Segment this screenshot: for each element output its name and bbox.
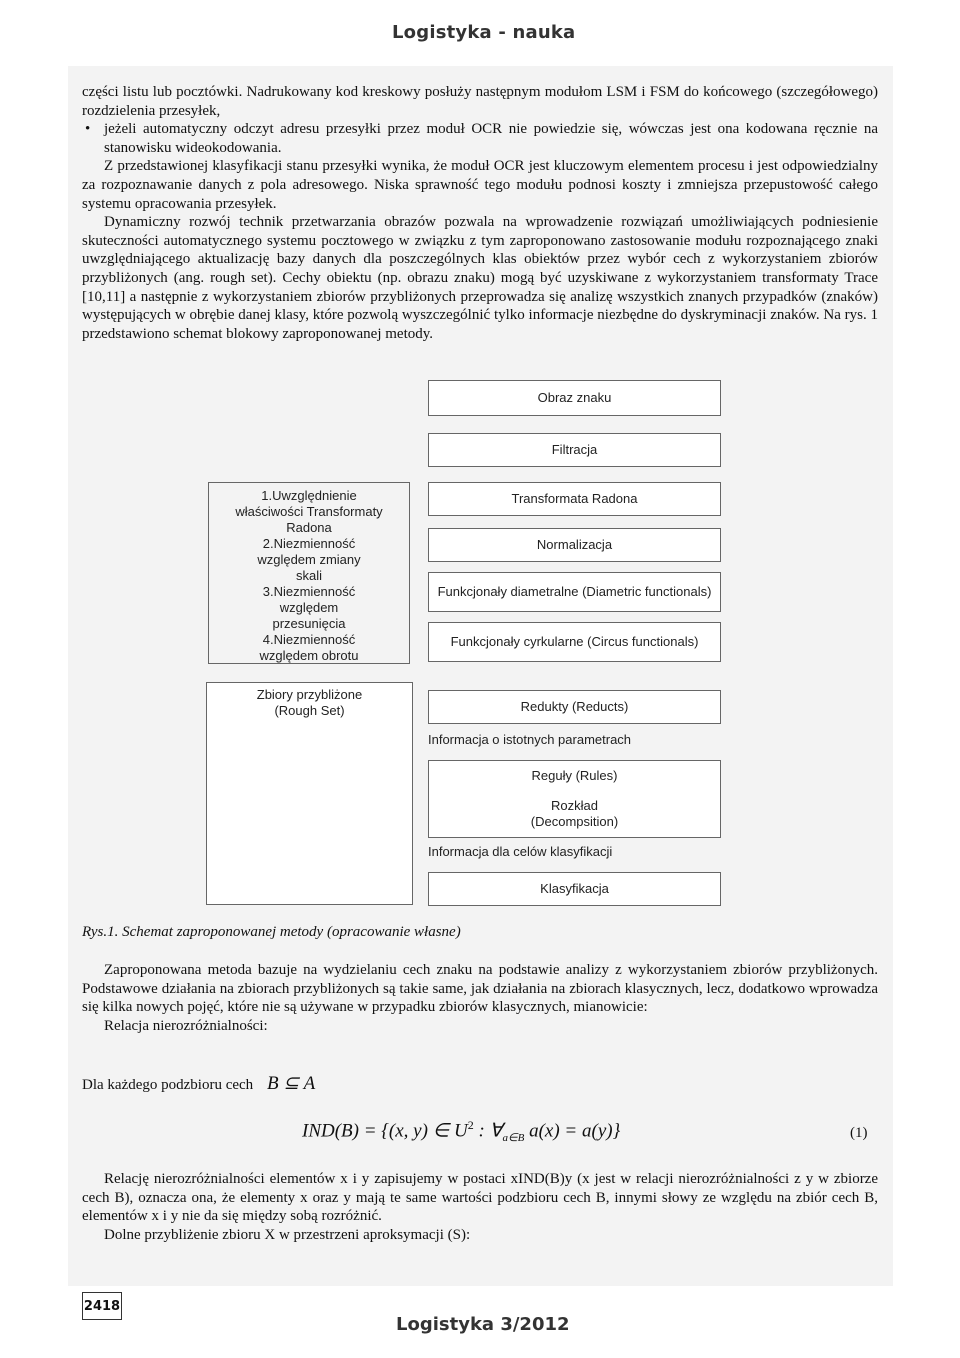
- rules-label: Reguły (Rules): [531, 768, 618, 783]
- rough-set-label: Zbiory przybliżone (Rough Set): [256, 687, 363, 718]
- footer-journal: Logistyka 3/2012: [396, 1314, 570, 1335]
- formula-ind: [302, 1118, 620, 1144]
- paragraph: Z przedstawionej klasyfikacji stanu przesyłki wynika, że moduł OCR jest kluczowym elementem procesu i jest odpowiedzialny za rozpoznawanie danych z pola adresowego. Niska sprawność tego modułu podnosi koszty i zmniejsza przepustowość całego systemu opracowania przesyłek.: [82, 158, 878, 212]
- header-title: Logistyka - nauka: [392, 22, 576, 43]
- formula-rhs: a(x) = a(y)}: [529, 1120, 621, 1142]
- diagram-box-rough-set: [206, 682, 413, 905]
- subset-line: [82, 1075, 878, 1095]
- diagram-box-radon: Transformata Radona: [428, 482, 721, 516]
- paragraph: Relacja nierozróżnialności:: [104, 1017, 268, 1034]
- formula-sup: 2: [467, 1118, 474, 1132]
- decomposition-label: Rozkład (Decompsition): [530, 798, 619, 829]
- paragraph: Dolne przybliżenie zbioru X w przestrzeni aproksymacji (S):: [104, 1226, 471, 1243]
- figure-caption: Rys.1. Schemat zaproponowanej metody (opracowanie własne): [82, 924, 461, 940]
- diagram-label-info-class: Informacja dla celów klasyfikacji: [428, 844, 613, 859]
- property-item: 1.Uwzględnienie właściwości Transformaty Radona: [235, 488, 383, 535]
- paragraph: Dynamiczny rozwój technik przetwarzania obrazów pozwala na wprowadzenie rozwiązań umożliwiających podniesienie skuteczności automatycznego systemu pocztowego w związku z tym zaproponowano zastosowanie modułu rozpoznającego znaki uwzględniającego aktualizację bazy danych dla poszczególnych klas obiektów przez wybór cech z wykorzystaniem zbiorów przybliżonych (ang. rough set). Cechy obiektu (np. obrazu znaku) mogą być uzyskiwane z wykorzystaniem transformaty Trace [10,11] a następnie z wykorzystaniem zbiorów przybliżonych przeprowadza się analizę wszystkich znanych przypadków (znaków) występujących w obrębie danej klasy, które pozwolą wyszczególnić tylko informacje niezbędne do dyskryminacji znaków. Na rys. 1 przedstawiono schemat blokowy zaproponowanej metody.: [82, 214, 878, 342]
- bullet-item: • jeżeli automatyczny odczyt adresu przesyłki przez moduł OCR nie powiedzie się, wówczas jest ona kodowana ręcznie na stanowisku wideokodowania.: [82, 120, 878, 157]
- subset-label: Dla każdego podzbioru cech: [82, 1077, 254, 1093]
- paragraph: Relację nierozróżnialności elementów x i y zapisujemy w postaci xIND(B)y (x jest w relacji nierozróżnialności z y w zbiorze cech B), oznacza ona, że elementy x oraz y mają te same wartości podzbioru cech B, innymi słowy ze względu na zbiór cech B, elementów x i y nie da się między sobą rozróżnić.: [82, 1171, 878, 1225]
- page-number: 2418: [82, 1292, 122, 1320]
- property-item: 4.Niezmienność względem obrotu: [259, 632, 359, 663]
- text-bottom: [82, 961, 878, 1035]
- diagram-box-normalizacja: Normalizacja: [428, 528, 721, 562]
- diagram-box-filtracja: Filtracja: [428, 433, 721, 467]
- property-item: 3.Niezmienność względem przesunięcia: [262, 584, 356, 631]
- diagram-box-reducts: Redukty (Reducts): [428, 690, 721, 724]
- diagram-box-classification: Klasyfikacja: [428, 872, 721, 906]
- subset-math: B ⊆ A: [266, 1073, 316, 1094]
- text-end: [82, 1170, 878, 1244]
- diagram-box-rules-decomp: [428, 760, 721, 838]
- diagram-properties-frame: [208, 482, 410, 664]
- paragraph: Zaproponowana metoda bazuje na wydzielaniu cech znaku na podstawie analizy z wykorzystaniem zbiorów przybliżonych. Podstawowe działania na zbiorach przybliżonych są takie same, jak działania na zbiorach klasycznych, lecz, dodatkowo wprowadza się kilka nowych pojęć, które nie są używane w przypadku zbiorów klasycznych, mianowicie:: [82, 962, 878, 1016]
- diagram-box-circus: Funkcjonały cyrkularne (Circus functionals): [428, 622, 721, 662]
- paragraph: części listu lub pocztówki. Nadrukowany kod kreskowy posłuży następnym modułom LSM i FSM do końcowego (szczegółowego) rozdzielenia przesyłek,: [82, 84, 878, 119]
- text-top: [82, 83, 878, 343]
- diagram-label-info-params: Informacja o istotnych parametrach: [428, 732, 632, 747]
- diagram-box-diametric: Funkcjonały diametralne (Diametric functionals): [428, 572, 721, 612]
- formula-sub: a∈B: [502, 1132, 525, 1145]
- formula-mid: : ∀: [478, 1120, 503, 1142]
- formula-lhs: IND(B) = {(x, y) ∈ U: [302, 1120, 468, 1142]
- formula-number: (1): [850, 1125, 868, 1141]
- property-item: 2.Niezmienność względem zmiany skali: [257, 536, 361, 583]
- diagram-box-obraz: Obraz znaku: [428, 380, 721, 416]
